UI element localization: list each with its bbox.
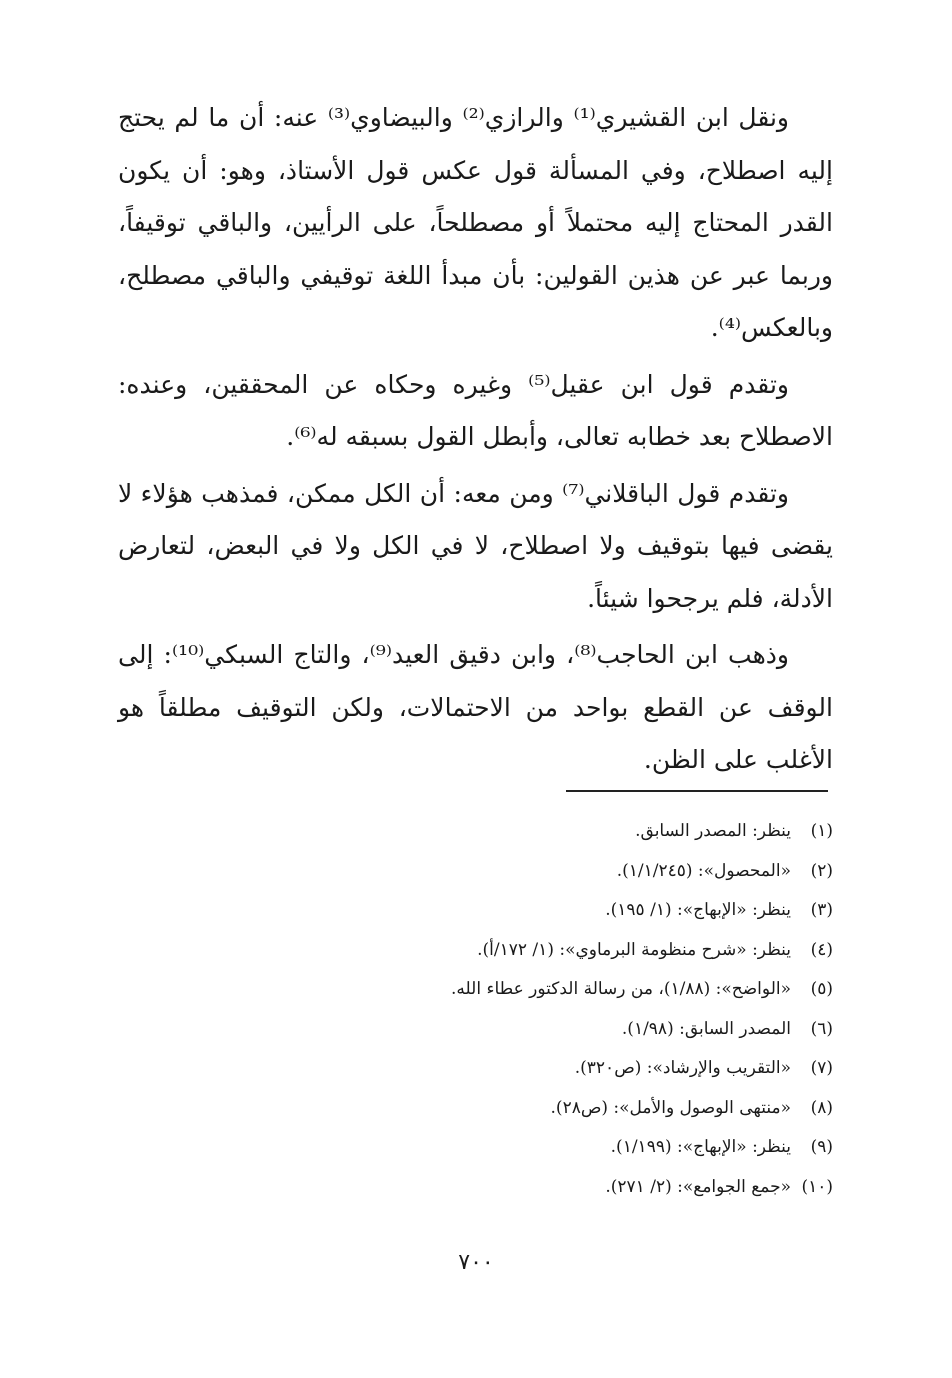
footnote-number: (١٠) xyxy=(801,1176,833,1197)
footnote xyxy=(330,931,833,971)
footnote-text: «التقريب والإرشاد»: (ص٣٢٠). xyxy=(574,1058,791,1078)
footnote-number: (٩) xyxy=(810,1137,833,1157)
footnote xyxy=(330,970,833,1010)
footnote-text: المصدر السابق: (١/٩٨). xyxy=(621,1018,791,1039)
footnote-text: ينظر: «شرح منظومة البرماوي»: (١/ ١٧٢/أ). xyxy=(477,939,791,960)
footnote-text: ينظر: «الإبهاج»: (١/١٩٩). xyxy=(610,1137,791,1157)
footnote xyxy=(330,1128,833,1168)
paragraph: ونقل ابن القشيري⁽¹⁾ والرازي⁽²⁾ والبيضاوي⁽³⁾ عنه: أن ما لم يحتج إليه اصطلاح، وفي المسألة قول عكس قول الأستاذ، وهو: أن يكون القدر المحتاج إليه محتملاً أو مصطلحاً، على الرأيين، والباقي توقيفاً، وربما عبر عن هذين القولين: بأن مبدأ اللغة توقيفي والباقي مصطلح، وبالعكس⁽⁴⁾. xyxy=(118,103,833,342)
footnote-number: (٣) xyxy=(810,900,833,920)
footnote-number: (٤) xyxy=(810,939,833,960)
footnote xyxy=(330,1010,833,1050)
footnote xyxy=(330,852,833,892)
footnote-text: «الواضح»: (١/٨٨)، من رسالة الدكتور عطاء الله. xyxy=(451,979,791,999)
footnotes xyxy=(330,812,833,1207)
page-number: ٧٠٠ xyxy=(458,1250,494,1275)
footnote-number: (٥) xyxy=(810,979,833,999)
footnote-number: (٧) xyxy=(810,1058,833,1078)
footnote xyxy=(330,1089,833,1129)
footnote-number: (٦) xyxy=(810,1018,833,1039)
footnote-separator xyxy=(566,790,828,792)
footnote-number: (١) xyxy=(810,821,833,841)
main-text xyxy=(118,92,833,791)
footnote-text: «المحصول»: (١/١/٢٤٥). xyxy=(616,860,791,881)
paragraph: وتقدم قول الباقلاني⁽⁷⁾ ومن معه: أن الكل ممكن، فمذهب هؤلاء لا يقضى فيها بتوقيف ولا اصطلاح، لا في الكل ولا في البعض، لتعارض الأدلة، فلم يرجحوا شيئاً. xyxy=(118,478,833,613)
footnote xyxy=(330,891,833,931)
footnote xyxy=(330,1049,833,1089)
footnote xyxy=(330,1168,833,1208)
paragraph: وذهب ابن الحاجب⁽⁸⁾، وابن دقيق العيد⁽⁹⁾، والتاج السبكي⁽¹⁰⁾: إلى الوقف عن القطع بواحد من الاحتمالات، ولكن التوقيف مطلقاً هو الأغلب على الظن. xyxy=(118,640,833,774)
footnote-text: ينظر: «الإبهاج»: (١/ ١٩٥). xyxy=(605,900,791,920)
paragraph: وتقدم قول ابن عقيل⁽⁵⁾ وغيره وحكاه عن المحققين، وعنده: الاصطلاح بعد خطابه تعالى، وأبطل القول بسبقه له⁽⁶⁾. xyxy=(118,369,833,451)
footnote-number: (٨) xyxy=(810,1097,833,1118)
footnote-number: (٢) xyxy=(810,860,833,881)
footnote-text: «منتهى الوصول والأمل»: (ص٢٨). xyxy=(550,1097,791,1118)
footnote-text: ينظر: المصدر السابق. xyxy=(635,821,791,841)
footnote-text: «جمع الجوامع»: (٢/ ٢٧١). xyxy=(605,1176,791,1197)
footnote xyxy=(330,812,833,852)
